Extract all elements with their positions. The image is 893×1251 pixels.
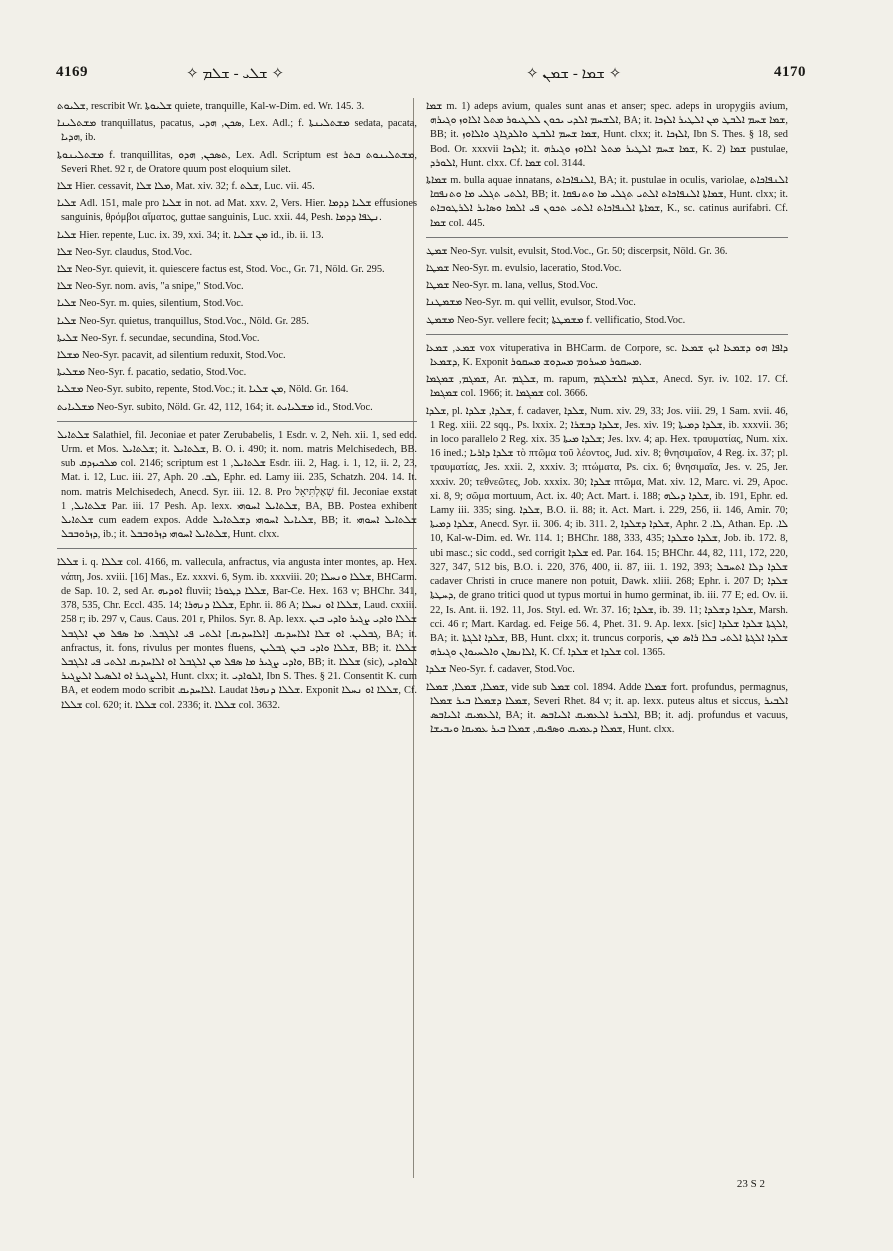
entry: ܫܡܛܐ Neo-Syr. m. evulsio, laceratio, Stod.Voc. xyxy=(426,263,622,275)
entry: ܫܠܕܐ, pl. ܫܠܕܐ, ܫܠܕܐ, f. cadaver, ܫܠܕܐ, Num. xiv. 29, 33; Jos. viii. 29, 1 Sam. xvii. 46, 1 Reg. xiii. 22 sqq., Ps. lxxix. 2; ܫܠܕܐ ܕܒܫܪܐ, Jes. xiv. 19; ܫܠܕܐ ܕܡܝܬܐ, ib. xxxvii. 36; in loco parallelo 2 Reg. xix. 35 ܫܠܕܐ ܡܝܬܐ; Jes. lxv. 4; ap. Hex. τραυματίας, Num. xix. 16 ined.; ܫܠܕܐ ܕܐܪܝܐ τὸ πτῶμα τοῦ λέοντος, Jud. xiv. 8; θνησιμαῖον, 4 Reg. ix. 37; pl. τραυματίας, Jes. xxii. 2, xxxiv. 3; πτώματα, Ps. cix. 6; θνησιμαῖα, Jes. v. 25, Jer. xxxiv. 20; τεθνεῶτες, Job. xxxix. 30; ܫܠܕܐ πτῶμα, Mat. xiv. 12, Marc. vi. 29, Apoc. xi. 8, 9; σῶμα mortuum, Act. ix. 40; Act. Mart. i. 188; ܫܠܕܐ ܕܝܠܗ, ib. 191, Ephr. ed. Lamy iii. 335; sing. ܫܠܕܐ, B.O. ii. 88; it. Act. Mart. i. 229, 256, ii. 146, Amir. 70; ܫܠܕܐ ܕܡܝܬܐ, Anecd. Syr. ii. 306. 4; ib. 311. 2, ܫܠܕܐ ܕܫܠܕܐ, Aphr. ܠܐ. 2, Athan. Ep. ܠܐ. 10, Kal-w-Dim. ed. Wr. 114. 1; BHChr. 188, 333, 435; ܫܠܕܐ ܘܫܠܕܐ, Job. ib. 172. 8, ubi masc.; sic codd., sed corrigit ܫܠܕܐ ed. Par. 164. 15; BHChr. 44, 82, 111, 172, 220, 327, 347, 512 bis, B.O. i. 220, 376, 400, ii. 87, iii. 1. 192, 393; ܫܠܕܐ ܕܠܐ ܐܬܚܒܠ cadaver Christi in cruce manere non potuit, Dawk. xliii. 268; Ephr. i. 207 D; ܫܠܕܐ ܕܚܛܬܐ, de grano tritici quod ut typus mortui in humo germinat, ib. iii. 77 E; ed. Ov. ii. 22, Is. Ant. ii. 192. 11, Jos. Styl. ed. Wr. 37. 16; ܫܠܕܐ, ib. 39. 11; ܫܠܕܐ ܕܫܠܕܐ, Marsh. cci. 46 r; Mart. Kardag. ed. Feige 56. 4, Phet. 31. 9. Ap. lexx. [sic] ܐܠܓܬܐ ܫܠܕܐ ܫܠܕܐ, BA; it. ܫܠܕܐ ܐܠܓܬܐ, BB, Hunt. clxx; it. truncus corporis, ܫܠܕܐ ܐܠܓܬܐ ܐܠܬܝ ܒܠܐ ܪܐܣ ܡܢ ܐܠܐܢܣܐܢ ܘܐܠܚܝܘܐܢ ܘܓܝܪܗ, K. Cf. ܫܠܕܐ et ܫܠܕܐ col. 1365. xyxy=(426,405,789,659)
entry: ܫܠܐ Neo-Syr. nom. avis, "a snipe," Stod.Voc. xyxy=(57,281,244,293)
entry: ܫܡܠܐ, ܫܡܠܐ, ܫܡܠܐ, vide sub ܫܡܠ col. 1894. Adde ܫܡܠܐ fort. profundus, permagnus, ܫܡܠܐ ܕܫܡܠܐ ܒܝܪ ܫܡܠܐ, Severi Rhet. 84 v; it. ap. lexx. puteus altus et siccus, ܐܠܒܝܪ ܐܠܥܡܝܩ ܐܠܝܐܒܣ, BA; it. ܐܠܒܝܪ ܐܠܥܡܝܩ ܐܠܝܐܒܣ, BB; it. adj. profundus et vacuus, ܫܡܠܐ ܕܥܡܝܩ ܘܣܦܝܩ, ܫܡܠܐ ܒܝܪ ܥܡܝܩܐ ܘܝܒܝܫܐ, Hunt. clxx. xyxy=(426,681,788,736)
left-column xyxy=(57,100,417,716)
right-column xyxy=(426,100,788,740)
left-page-number: 4169 xyxy=(56,64,88,80)
entry: ܫܠܬܐܝܠ Salathiel, fil. Jeconiae et pater Zerubabelis, 1 Esdr. v. 2, Neh. xii. 1, sed edd. Urm. et Mos. ܫܠܬܐܝܠ; it. ܫܠܬܐܝܠ, B. O. i. 490; it. nom. matris Melchisedech, BB. sub ܡܠܟܝܙܕܩ col. 2146; scriptum est ܫܠܬܐܝܠ, 1 Esdr. iii. 2, Hag. i. 1, 12, ii. 2, 23, Mat. i. 12, Luc. iii. 27, Aph. ܠܒ. 20, Ephr. ed. Lamy iii. 235, Schatzh. 204. 14. It. nom. matris Melchisedech, Anecd. Syr. iii. 12. 8. Pro שְׁאַלְתִּיאֵל fil. Jeconiae exstat ܫܠܬܐܝܠ, 1 Par. iii. 17 Pesh. Ap. lexx. ܫܠܬܐܝܠ ܐܚܘܗܝ, BA, BB. Postea exhibent ܫܠܬܐܝܠ cum eadem expos. Adde ܫܠܝܐܝܠ ܐܚܘܗܝ ܕܫܠܬܐܝܠ, BB; it. ܫܠܬܐܝܠ ܐܚܘܗܝ ܕܙܪܘܒܒܠ, ib.; it. ܫܠܬܐܝܠ ܐܚܘܗܝ ܕܙܪܘܒܒܠ, Hunt. clxx. xyxy=(57,429,418,541)
entry: ܡܫܠܐ Neo-Syr. pacavit, ad silentium reduxit, Stod.Voc. xyxy=(57,350,286,362)
entry: ܫܡܐܬܐ m. bulla aquae innatans, ܐܠܢܦܐܟܐܬ, BA; it. pustulae in oculis, variolae, ܐܠܢܦܐܟܐܬ ܐܠܬܝ ܬܓܠܝ ܡܐ ܘܬܢܦܩܐ, BB; it. ܫܡܐܬܐ ܐܠܢܦܐܟܐܬ ܐܠܬܝ ܬܓܠܝ ܡܐ ܘܬܢܦܩܐ, Hunt. clxx; it. ܫܡܐܬܐ ܐܠܢܦܐܟܐܬ ܐܠܬܝ ܬܟܘܢ ܦܝ ܐܠܡܐ ܘܣܐܝܪ ܐܠܪܛܘܒܐܬ, K., sc. catinus aurifabri. Cf. ܫܡܐ col. 445. xyxy=(426,175,789,229)
section-divider xyxy=(57,421,417,422)
entry: ܡܫܡܛ Neo-Syr. vellere fecit; ܡܫܡܛܬܐ f. vellificatio, Stod.Voc. xyxy=(426,314,686,326)
entry: ܫܠܐ Neo-Syr. claudus, Stod.Voc. xyxy=(57,246,193,258)
entry: ܫܠܝܐ Hier. repente, Luc. ix. 39, xxi. 34; it. ܡܢ ܫܠܝܐ id., ib. ii. 13. xyxy=(57,229,324,241)
entry: ܫܡܛ Neo-Syr. vulsit, evulsit, Stod.Voc., Gr. 50; discerpsit, Nöld. Gr. 36. xyxy=(426,245,728,257)
entry: ܡܫܡܛܢܐ Neo-Syr. m. qui vellit, evulsor, Stod.Voc. xyxy=(426,297,636,309)
right-running-head: ✧ ܫܡܐ - ܫܡܢ ✧ xyxy=(526,66,622,82)
section-divider xyxy=(426,237,788,238)
entry: ܫܡܐ m. 1) adeps avium, quales sunt anas et anser; spec. adeps in uropygiis avium, ܐܠܫܚܡ ܐܠܕܝ ܝܟܘܢ ܠܠܛܝܘܪ ܡܬܠ ܐܠܐܘܙ ܘܓܝܪܗ, BA; it. ܫܡܐ ܫܚܡ ܐܠܒܛ ܡܢ ܐܠܛܝܪ ܐܠܙܟܐ, BB; it. ܫܡܐ ܫܚܡ ܐܠܒܛ ܘܐܠܕܓܐܓ ܘܐܠܐܘܙ, Hunt. clxx; it. ܐܠܙܟܐ, Ibn S. Thes. § 18, sed Bod. Or. xxxvii ܐܠܙܟܐ; it. ܫܡܐ ܫܚܡ ܐܠܛܝܪ ܡܬܠ ܐܠܐܘܙ ܘܓܝܪܗ, K. 2) ܫܡܐ pustulae, ܐܠܘܪܕ, Hunt. clxx. Cf. ܫܡܐ col. 3144. xyxy=(426,101,788,169)
section-divider xyxy=(426,334,788,335)
entry: ܫܠܠܐ i. q. ܫܠܠܐ col. 4166, m. vallecula, anfractus, via angusta inter montes, ap. Hex. νάπη, Jos. xviii. [16] Mas., Ez. xxxvi. 6, Sym. ib. xxxviii. 20; ܫܠܠܐ ܘܢܚܠܐ, BHCarm. de Sap. 10. 2, sed Ar. ܐܘܕܝܗ fluvii; ܫܠܠܐ ܕܛܘܪܐ, Bar-Ce. Hex. 163 v; BHChr. 341, 378, 535, Chr. Eccl. 435. 14; ܫܠܠܐ ܕܢܗܪܐ, Ephr. ii. 86 A; ܫܠܠܐ ܐܘ ܢܚܠܐ, Laud. cxxiii. 258 r; ib. 297 v, Caus. Caus. 201 r, Philos. Syr. 8. Ap. lexx. ܫܠܠܐ ܘܐܕܝ ܨܓܝܪ ܘܐܕܝ ܒܝܢ ܓܒܠܝܢ. ܐܘ ܫܠܐ ܐܠܐܚܕܝܩ [ܐܠܐܚܕܝܩ] ܐܠܬܝ ܦܝ ܐܠܓܒܠ. ܡܐ ܣܦܠ ܡܢ ܐܠܓܒܠ, BA; it. anfractus, it. fons, rivulus per montes fluens, ܫܠܠܐ ܘܐܕܝ ܒܝܢ ܓܒܠܝܢ, BB; it. ܫܠܠܐ ܘܐܕܝ ܨܓܝܪ ܡܐ ܣܦܠ ܡܢ ܐܠܓܒܠ ܐܘ ܐܠܐܚܕܝܩ ܐܠܬܝ ܦܝ ܐܠܓܒܠ, BB; it. ܫܠܠܐ (sic), ܐܠܘܐܕܝ ܐܠܨܓܝܪ ܐܘ ܐܠܣܝܠ ܐܠܨܓܝܪ, Hunt. clxx; it. ܐܠܘܐܕܝ, Ibn S. Thes. § 21. Consentit K. cum BA, et eodem modo scribit ܐܠܐܚܕܝܩ. Laudat ܫܠܠܐ ܕܢܗܪܐ. Exponit ܫܠܠܐ ܐܘ ܢܚܠܐ, Cf. ܫܠܠܐ col. 620; it. ܫܠܠܐ col. 2336; it. ܫܠܠܐ col. 3632. xyxy=(57,557,418,711)
entry: ܡܫܬܠܝܢܘܬܐ f. tranquillitas, ܬܣܟܢ, ܗܕܘ, Lex. Adl. Scriptum est ܡܫܬܠܝܢܘܬ ܒܬܪ, Severi Rhet. 92 r, de Oratore quum post eloquium silet. xyxy=(57,149,418,175)
entry: ܡܫܬܠܝܢܐ tranquillatus, pacatus, ܣܟܢ, ܗܕܝ, Lex. Adl.; f. ܡܫܬܠܝܢܬܐ sedata, pacata, ܗܕܝܐ, ib. xyxy=(57,118,417,144)
entry: ܫܠܐ Neo-Syr. quievit, it. quiescere factus est, Stod. Voc., Gr. 71, Nöld. Gr. 295. xyxy=(57,264,385,276)
entry: ܫܠܐ Hier. cessavit, ܡܠܐ ܫܠܐ, Mat. xiv. 32; f. ܫܠܬ, Luc. vii. 45. xyxy=(57,181,315,193)
entry: ܫܠܝܐ Adl. 151, male pro ܫܠܝܐ in not. ad Mat. xxv. 2, Vers. Hier. ܫܠܝܐ ܕܕܡܐ effusiones sanguinis, θρόμβοι αἵματος, guttae sanguinis, Luc. xxii. 44, Pesh. ܢܛܦܐ ܕܕܡܐ. xyxy=(57,198,417,224)
entry: ܫܠܝܘܬ, rescribit Wr. ܫܠܝܘܬܐ quiete, tranquille, Kal-w-Dim. ed. Wr. 145. 3. xyxy=(57,101,365,112)
right-page-number: 4170 xyxy=(774,64,806,80)
entry: ܡܫܠܝܐ Neo-Syr. subito, repente, Stod.Voc.; it. ܡܢ ܫܠܝܐ, Nöld. Gr. 164. xyxy=(57,384,349,396)
signature-mark: 23 S 2 xyxy=(736,1178,765,1190)
page-header xyxy=(56,64,806,92)
entry: ܡܫܠܝܐܝܬ Neo-Syr. subito, Nöld. Gr. 42, 112, 164; it. ܡܫܠܝܐܝܬ id., Stod.Voc. xyxy=(57,401,373,413)
entry: ܫܡܛܐ Neo-Syr. m. lana, vellus, Stod.Voc. xyxy=(426,280,598,292)
entry: ܡܫܠܝܬܐ Neo-Syr. f. pacatio, sedatio, Stod.Voc. xyxy=(57,367,247,379)
entry: ܫܠܝܐ Neo-Syr. quietus, tranquillus, Stod.Voc., Nöld. Gr. 285. xyxy=(57,315,309,327)
entry: ܫܡܥ, ܫܡܥܐ vox vituperativa in BHCarm. de Corpore, sc. ܕܐܦܐ ܗܘ ܕܫܡܥܐ ܐܝܟ ܫܡܥܐ ܕܫܡܥܐ, K. Exponit ܡܚܩܘܪ ܡܚܪܘܡ ܡܚܕܘܫ ܡܚܩܘܪ. xyxy=(426,342,788,369)
section-divider xyxy=(57,548,417,549)
entry: ܫܠܕܐ Neo-Syr. f. cadaver, Stod.Voc. xyxy=(426,664,575,676)
entry: ܫܠܝܬܐ Neo-Syr. f. secundae, secundina, Stod.Voc. xyxy=(57,332,260,344)
entry: ܫܡܓܡ, ܫܡܓܡܐ, Ar. ܫܠܓܡ, m. rapum, ܫܠܓܡ ܐܠܫܠܓܡ, Anecd. Syr. iv. 102. 17. Cf. ܫܡܓܡܐ col. 1966; it. ܫܡܓܡܐ col. 3666. xyxy=(426,374,788,400)
left-running-head: ✧ ܫܠܝ - ܫܠܡ ✧ xyxy=(186,66,285,82)
entry: ܫܠܝܐ Neo-Syr. m. quies, silentium, Stod.Voc. xyxy=(57,298,244,310)
